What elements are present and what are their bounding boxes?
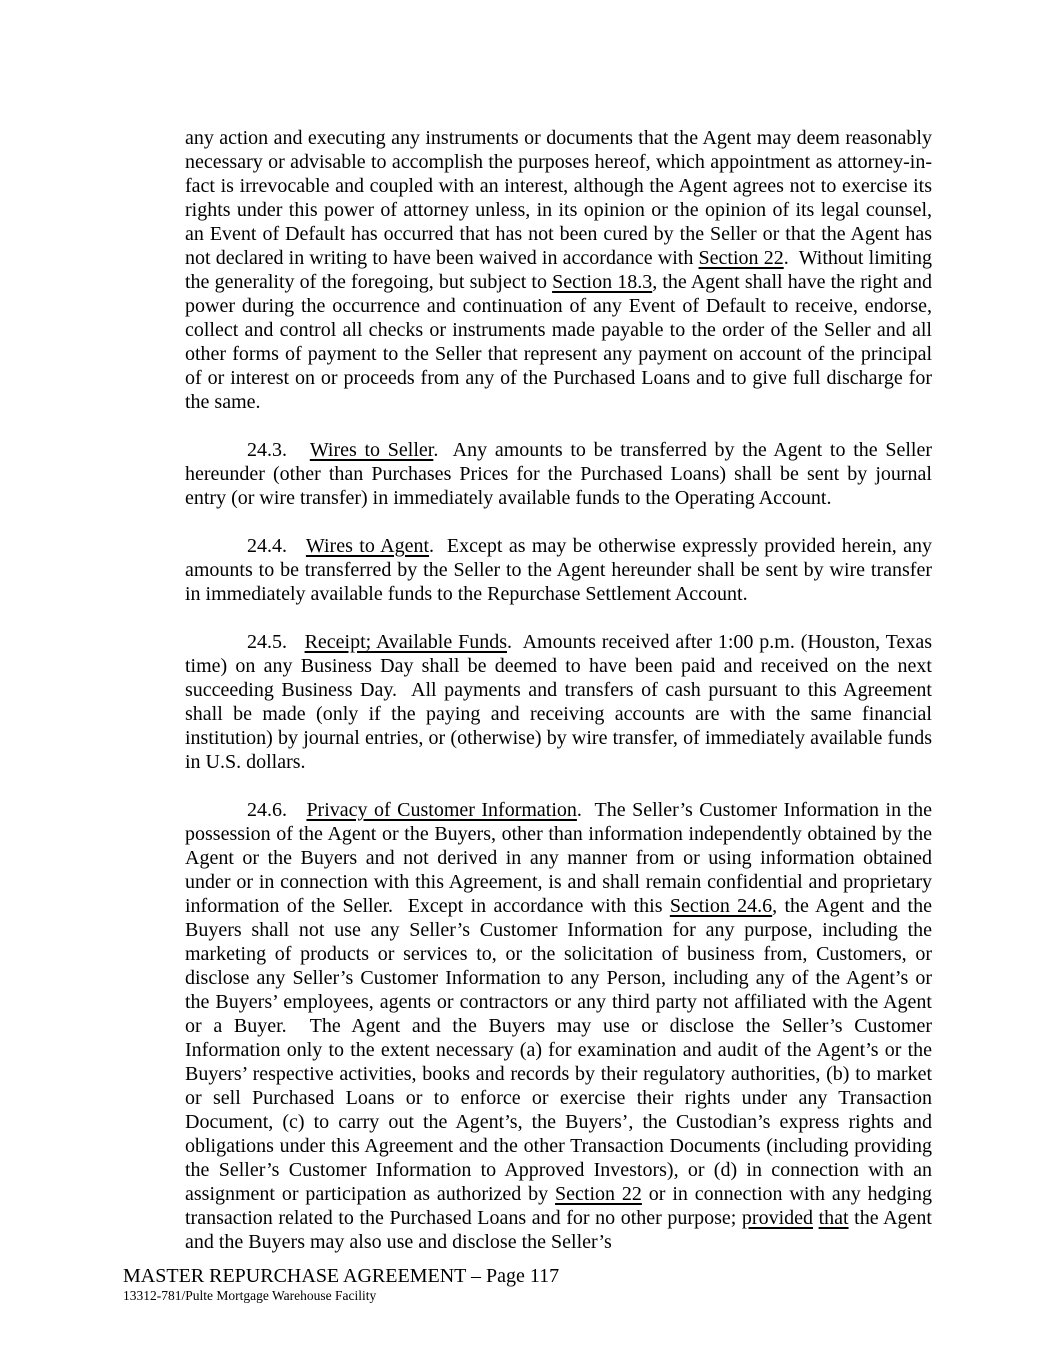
section-24-3-paragraph [185, 438, 932, 510]
text-run: 24.6. [247, 799, 307, 821]
underlined-text: that [818, 1207, 849, 1229]
text-run: 24.5. [247, 631, 305, 653]
underlined-text: Receipt; Available Funds [304, 631, 507, 653]
section-24-6-paragraph [185, 798, 932, 1254]
section-24-4-paragraph [185, 534, 932, 606]
document-body [185, 126, 932, 1278]
text-run: , the Agent shall have the right and power during the occurrence and continuation of any Event of Default to receive, endorse, collect and control all checks or instruments made payable to the order of the Seller and all other forms of payment to the Seller that represent any payment on account of the principal of or interest on or proceeds from any of the Purchased Loans and to give full discharge for the same. [185, 271, 932, 413]
continuation-paragraph [185, 126, 932, 414]
underlined-text: Section 22 [555, 1183, 642, 1205]
text-run: any action and executing any instruments or documents that the Agent may deem reasonably necessary or advisable to accomplish the purposes hereof, which appointment as attorney-in-fact is irrevocable and coupled with an interest, although the Agent agrees not to exercise its rights under this power of attorney unless, in its opinion or the opinion of its legal counsel, an Event of Default has occurred that has not been cured by the Seller or that the Agent has not declared in writing to have been waived in accordance with [185, 127, 932, 269]
page-footer [123, 1264, 559, 1304]
text-run: 24.4. [247, 535, 306, 557]
underlined-text: Wires to Agent [305, 535, 430, 557]
text-run: , the Agent and the Buyers shall not use any Seller’s Customer Information for any purpose, including the marketing of products or services to, or the solicitation of business from, Customers, or disclose any Seller’s Customer Information to any Person, including any of the Agent’s or the Buyers’ employees, agents or contractors or any third party not affiliated with the Agent or a Buyer. The Agent and the Buyers may use or disclose the Seller’s Customer Information only to the extent necessary (a) for examination and audit of the Agent’s or the Buyers’ respective activities, books and records by their regulatory authorities, (b) to market or sell Purchased Loans or to enforce or exercise their rights under any Transaction Document, (c) to carry out the Agent’s, the Buyers’, the Custodian’s express rights and obligations under this Agreement and the other Transaction Documents (including providing the Seller’s Customer Information to Approved Investors), or (d) in connection with an assignment or participation as authorized by [185, 895, 932, 1205]
underlined-text: Privacy of Customer Information [306, 799, 577, 821]
underlined-text: Section 22 [698, 247, 784, 269]
text-run: . Amounts received after 1:00 p.m. (Houston, Texas time) on any Business Day shall be deemed to have been paid and received on the next succeeding Business Day. All payments and transfers of cash pursuant to this Agreement shall be made (only if the paying and receiving accounts are with the same financial institution) by journal entries, or (otherwise) by wire transfer, of immediately available funds in U.S. dollars. [185, 631, 933, 773]
underlined-text: provided [741, 1207, 813, 1229]
section-24-5-paragraph [185, 630, 932, 774]
footer-matter-number: 13312-781/Pulte Mortgage Warehouse Facility [123, 1288, 377, 1303]
text-run: 24.3. [247, 439, 310, 461]
text-run: the Agent and the Buyers may also use and disclose the Seller’s [185, 1207, 932, 1253]
underlined-text: Wires to Seller [309, 439, 434, 461]
text-run: . Any amounts to be transferred by the Agent to the Seller hereunder (other than Purchases Prices for the Purchased Loans) shall be sent by journal entry (or wire transfer) in immediately available funds to the Operating Account. [185, 439, 933, 509]
text-run: . Except as may be otherwise expressly provided herein, any amounts to be transferred by the Seller to the Agent hereunder shall be sent by wire transfer in immediately available funds to the Repurchase Settlement Account. [185, 535, 932, 605]
text-run: . Without limiting the generality of the foregoing, but subject to [185, 247, 933, 293]
footer-document-title: MASTER REPURCHASE AGREEMENT – Page 117 [123, 1265, 560, 1287]
underlined-text: Section 18.3 [552, 271, 653, 293]
text-run: or in connection with any hedging transaction related to the Purchased Loans and for no other purpose; [185, 1183, 932, 1229]
text-run: . The Seller’s Customer Information in the possession of the Agent or the Buyers, other than information independently obtained by the Agent or the Buyers and not derived in any manner from or using information obtained under or in connection with this Agreement, is and shall remain confidential and proprietary information of the Seller. Except in accordance with this [185, 799, 933, 917]
underlined-text: Section 24.6 [669, 895, 773, 917]
